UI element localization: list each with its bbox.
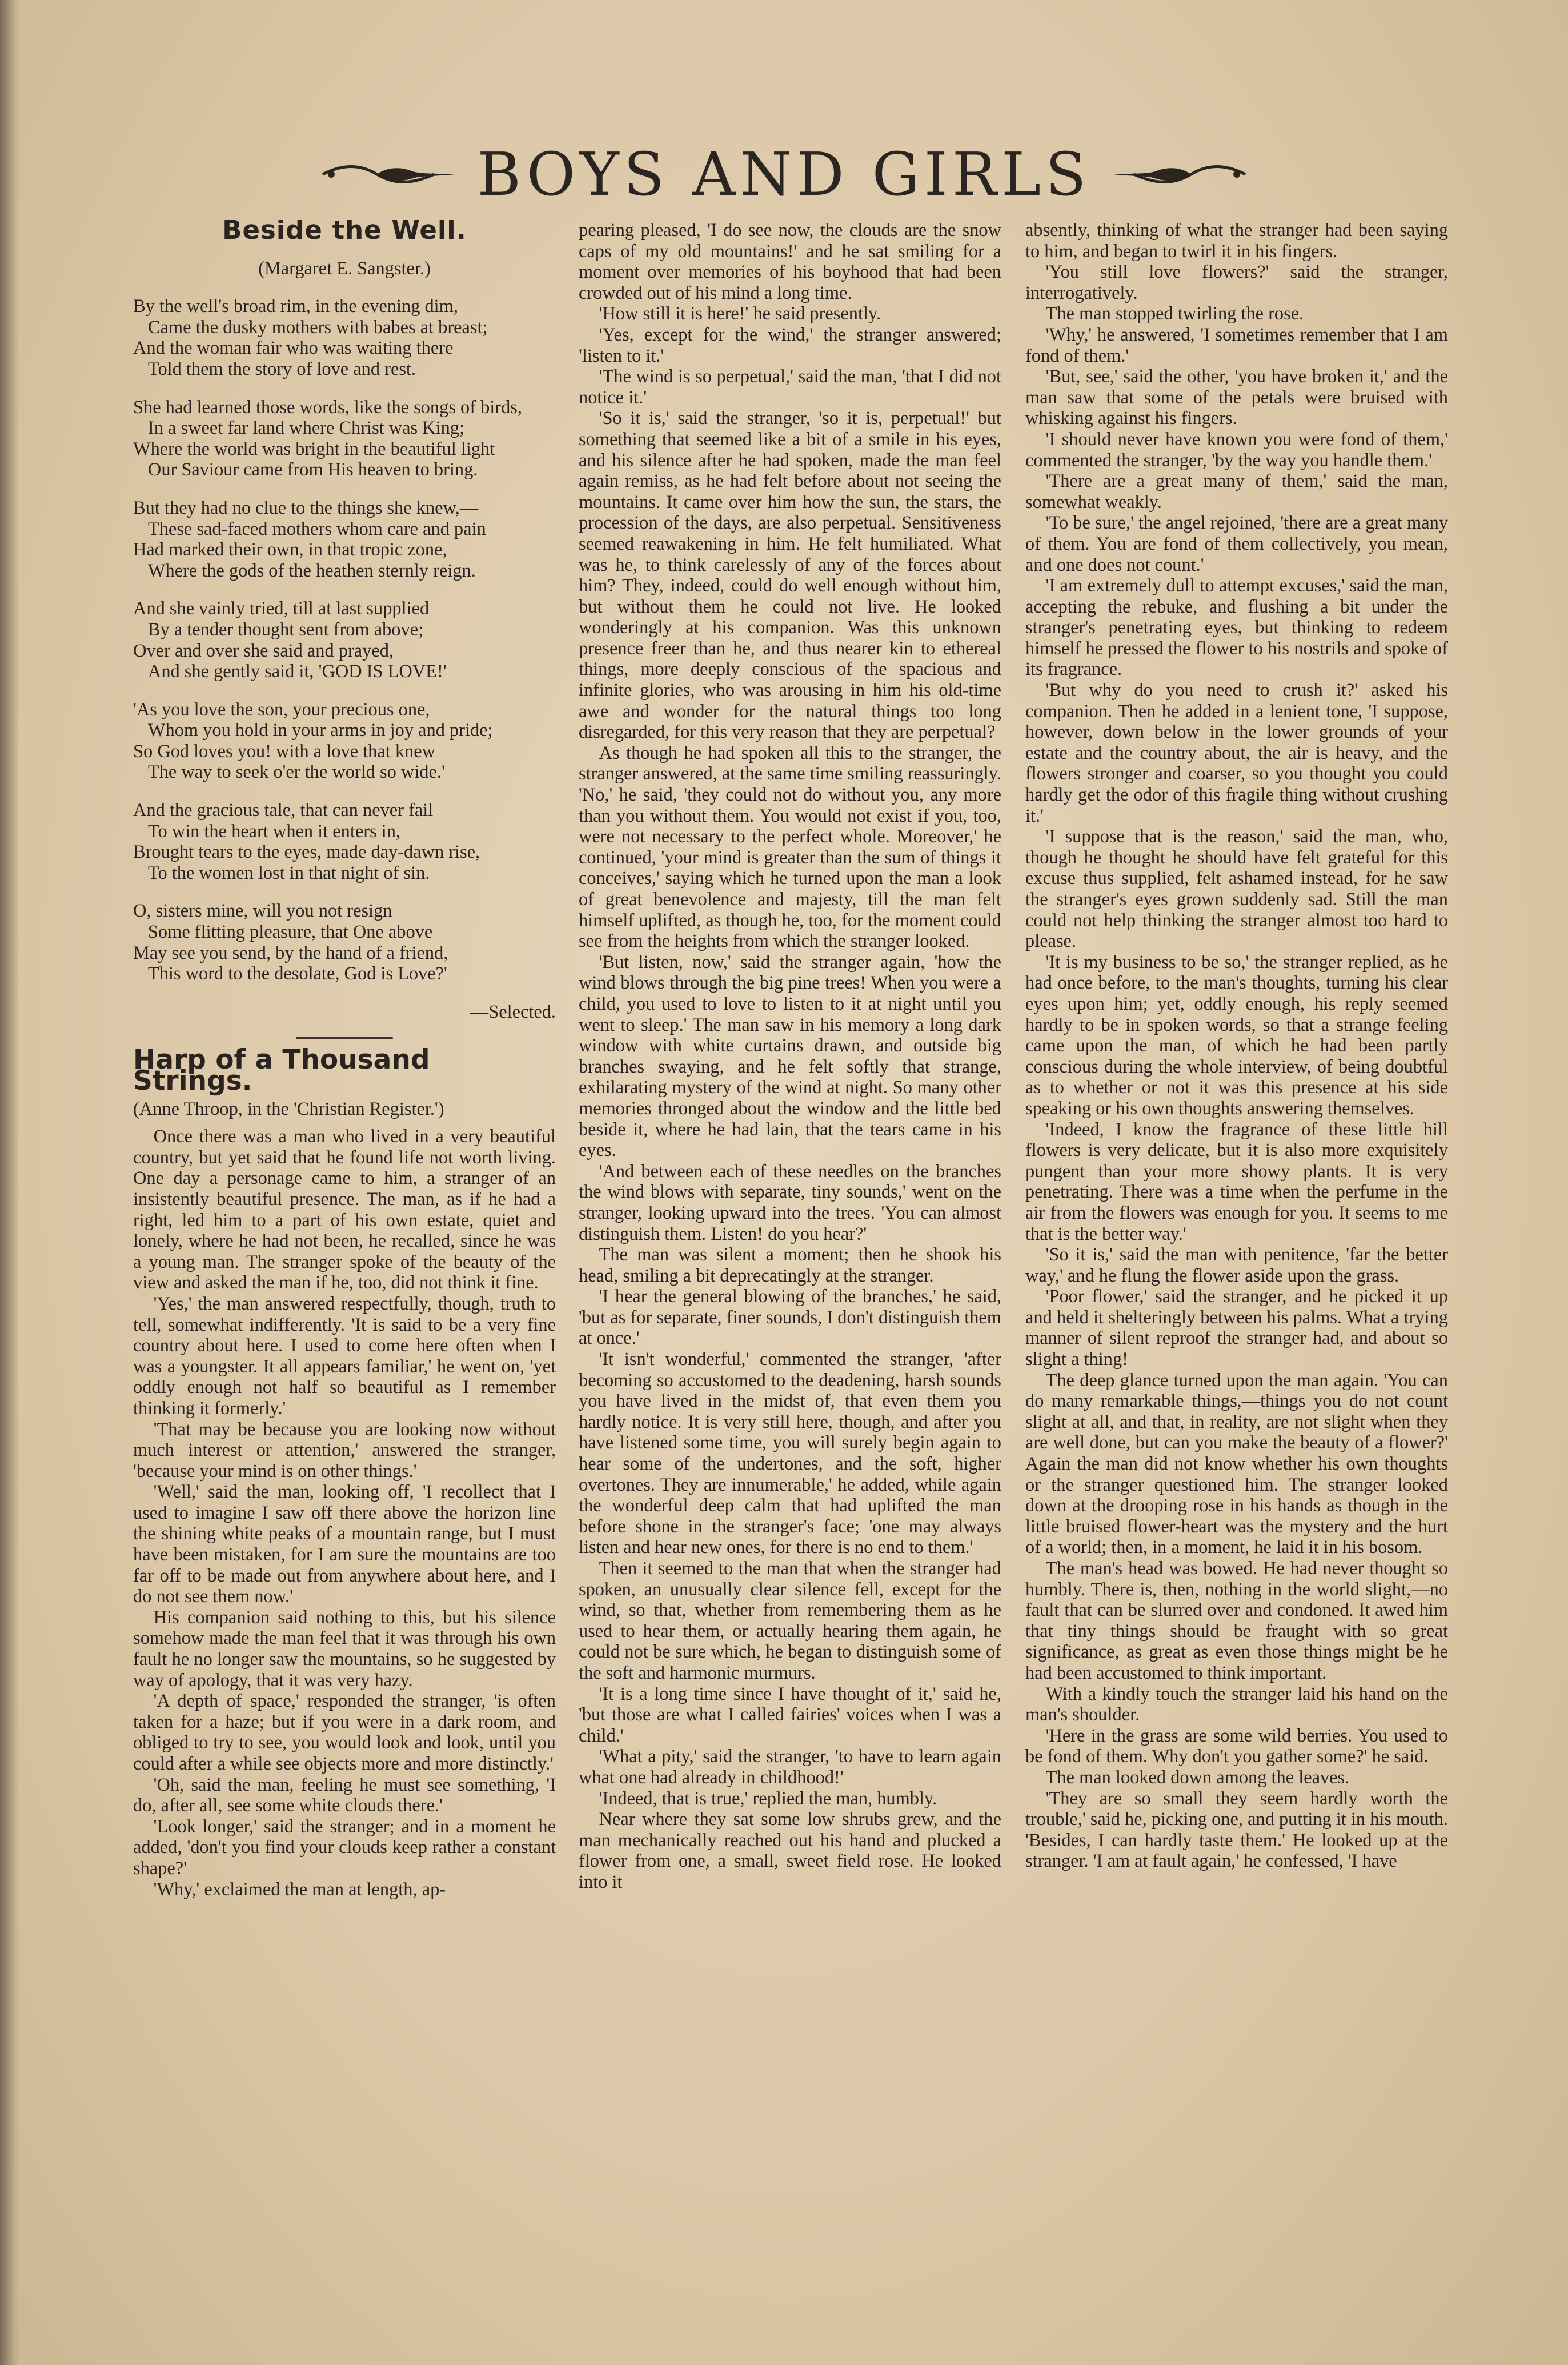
poem-line: And the woman fair who was waiting there <box>133 338 454 359</box>
poem-line: In a sweet far land where Christ was King; <box>147 418 464 439</box>
right-ornament-icon <box>1111 157 1248 191</box>
story-paragraph: 'The wind is so perpetual,' said the man, 'that I did not notice it.' <box>579 366 1001 408</box>
poem-stanza <box>133 498 556 581</box>
poem-byline: (Margaret E. Sangster.) <box>258 258 431 279</box>
story-paragraph: 'But why do you need to crush it?' asked his companion. Then he added in a lenient tone, 'I suppose, however, down below in the lower grounds of your estate and the country about, the air is heavy, and the flowers stronger and coarser, so you thought you could hardly get the odor of this fragile thing without crushing it.' <box>1025 680 1448 826</box>
poem-line: So God loves you! with a love that knew <box>133 741 435 762</box>
poem-stanza <box>133 901 556 984</box>
poem-line: Had marked their own, in that tropic zone, <box>133 539 447 561</box>
story-paragraph: pearing pleased, 'I do see now, the clouds are the snow caps of my old mountains!' and he sat smiling for a moment over memories of his boyhood that had been crowded out of his mind a long time. <box>579 220 1001 303</box>
column-2 <box>579 220 1001 2334</box>
story-byline: (Anne Throop, in the 'Christian Register.') <box>133 1098 444 1119</box>
poem-line: Brought tears to the eyes, made day-dawn rise, <box>133 842 480 863</box>
story-paragraph: 'You still love flowers?' said the stranger, interrogatively. <box>1025 262 1448 303</box>
story-paragraph: 'I hear the general blowing of the branches,' he said, 'but as for separate, finer sounds, I don't distinguish them at once.' <box>579 1286 1001 1349</box>
story-paragraph: The man looked down among the leaves. <box>1045 1767 1350 1788</box>
poem-stanza <box>133 800 556 883</box>
story-paragraph: 'I should never have known you were fond of them,' commented the stranger, 'by the way you handle them.' <box>1025 429 1448 471</box>
story-paragraph: 'Well,' said the man, looking off, 'I recollect that I used to imagine I saw off there above the horizon line the shining white peaks of a mountain range, but I must have been mistaken, for I am sure the mountains are too far off to be made out from anywhere about here, and I do not see them now.' <box>133 1482 556 1607</box>
story-paragraph: 'Oh, said the man, feeling he must see something, 'I do, after all, see some white clouds there.' <box>133 1774 556 1816</box>
poem-line: To the women lost in that night of sin. <box>147 862 430 883</box>
story-paragraph: 'I suppose that is the reason,' said the man, who, though he thought he should have felt grateful for this excuse thus supplied, felt ashamed instead, for he saw the stranger's eyes grown suddenly sad. Still the man could not help thinking the stranger almost too hard to please. <box>1025 826 1448 952</box>
poem-line: Where the world was bright in the beautiful light <box>133 438 495 459</box>
poem-line: This word to the desolate, God is Love?' <box>147 963 447 985</box>
poem-line: Came the dusky mothers with babes at breast; <box>147 317 488 338</box>
poem-line: Our Saviour came from His heaven to bring. <box>147 459 478 481</box>
poem-line: And she gently said it, 'GOD IS LOVE!' <box>147 661 447 682</box>
story-paragraph: 'But, see,' said the other, 'you have broken it,' and the man saw that some of the petals were bruised with whisking against his fingers. <box>1025 366 1448 429</box>
poem-line: But they had no clue to the things she knew,— <box>133 497 479 518</box>
poem-line: To win the heart when it enters in, <box>147 821 401 842</box>
story-paragraph: 'There are a great many of them,' said the man, somewhat weakly. <box>1025 471 1448 513</box>
poem-line: These sad-faced mothers whom care and pain <box>147 518 486 539</box>
story-paragraph: Then it seemed to the man that when the stranger had spoken, an unusually clear silence fell, except for the wind, so that, whether from remembering them as he used to hear them, or actually hearing them again, he could not be sure which, he began to distinguish some of the soft and harmonic murmurs. <box>579 1558 1001 1683</box>
poem-line: She had learned those words, like the songs of birds, <box>133 397 522 418</box>
story-paragraph: 'So it is,' said the stranger, 'so it is, perpetual!' but something that seemed like a bit of a smile in his eyes, and his silence after he had spoken, made the man feel again remiss, as he had felt before about not seeing the mountains. It came over him how the sun, the stars, the procession of the days, are also perpetual. Sensitiveness seemed reawakening in him. He felt humiliated. What was he, to think carelessly of any of the forces about him? They, indeed, could do well enough without him, but without them he could not live. He looked wonderingly at his companion. Was this unknown presence freer than he, and thus nearer kin to ethereal things, more deeply conscious of the spacious and infinite glories, who was arousing in him his old-time awe and wonder for the natural things too long disregarded, for this very reason that they are perpetual? <box>579 408 1001 743</box>
poem-line: And the gracious tale, that can never fail <box>133 800 434 821</box>
story-paragraph: 'A depth of space,' responded the stranger, 'is often taken for a haze; but if you were in a dark room, and obliged to try to see, you would look and look, until you could after a while see objects more and more distinctly.' <box>133 1691 556 1774</box>
story-paragraph: 'What a pity,' said the stranger, 'to have to learn again what one had already in childhood!' <box>579 1746 1001 1788</box>
story-paragraph: absently, thinking of what the stranger had been saying to him, and began to twirl it in his fingers. <box>1025 220 1448 262</box>
poem-line: 'As you love the son, your precious one, <box>133 699 430 720</box>
poem-stanza <box>133 296 556 379</box>
poem-line: By the well's broad rim, in the evening dim, <box>133 296 458 317</box>
story-paragraph: 'It is my business to be so,' the stranger replied, as he had once before, to the man's thoughts, turning his clear eyes upon him; yet, oddly enough, his reply seemed hardly to be in spoken words, so that a strange feeling came upon the man, of which he had been partly conscious during the whole interview, of being doubtful as to whether or not it was this presence at his side speaking or his own thoughts answering themselves. <box>1025 951 1448 1119</box>
poem-attribution: —Selected. <box>470 1001 556 1022</box>
story-paragraph: The man was silent a moment; then he shook his head, smiling a bit deprecatingly at the stranger. <box>579 1244 1001 1286</box>
poem-title: Beside the Well. <box>222 220 467 245</box>
poem-line: Where the gods of the heathen sternly reign. <box>147 560 476 581</box>
story-column-2-text <box>579 220 1001 1893</box>
story-paragraph: 'Why,' exclaimed the man at length, ap- <box>153 1879 446 1900</box>
story-paragraph: The deep glance turned upon the man again. 'You can do many remarkable things,—things you do not count slight at all, and that, in reality, are not slight when they are well done, but can you make the beauty of a flower?' Again the man did not know whether his own thoughts or the stranger questioned him. The stranger looked down at the drooping rose in his hands as though in the little bruised flower-heart was the mystery and the hurt of a world; then, in a moment, he laid it in his bosom. <box>1025 1370 1448 1558</box>
story-paragraph: With a kindly touch the stranger laid his hand on the man's shoulder. <box>1025 1683 1448 1726</box>
poem-line: By a tender thought sent from above; <box>147 619 424 640</box>
story-paragraph: As though he had spoken all this to the stranger, the stranger answered, at the same time smiling reassuringly. 'No,' he said, 'they could not do without you, any more than you without them. You would not exist if you, too, were not necessary to the perfect whole. Moreover,' he continued, 'your mind is greater than the sum of things it conceives,' saying which he turned upon the man a look of great benevolence and majesty, till the man felt himself uplifted, as though he, too, for the moment could see from the heights from which the stranger looked. <box>579 742 1001 952</box>
masthead <box>0 140 1568 209</box>
poem-line: Whom you hold in your arms in joy and pride; <box>147 720 493 741</box>
story-column-1-text <box>133 1126 556 1900</box>
story-paragraph: 'Look longer,' said the stranger; and in a moment he added, 'don't you find your clouds keep rather a constant shape?' <box>133 1816 556 1879</box>
story-paragraph: 'Yes,' the man answered respectfully, though, truth to tell, somewhat indifferently. 'It is said to be a very fine country about here. I used to come here often when I was a youngster. It all appears familiar,' he went on, 'yet oddly enough not half so beautiful as I remember thinking it formerly.' <box>133 1293 556 1419</box>
story-paragraph: 'But listen, now,' said the stranger again, 'how the wind blows through the big pine trees! When you were a child, you used to love to listen to it at night until you went to sleep.' The man saw in his memory a long dark window with white curtains drawn, and outside big branches swaying, and he felt softly that strange, exhilarating mystery of the wind at night. So many other memories thronged about the window and the little bed beside it, where he had lain, that the tears came in his eyes. <box>579 951 1001 1161</box>
page-edge-shadow <box>0 0 19 2365</box>
story-paragraph: Near where they sat some low shrubs grew, and the man mechanically reached out his hand and plucked a flower from one, a small, sweet field rose. He looked into it <box>579 1809 1001 1892</box>
poem-line: Told them the story of love and rest. <box>147 358 416 379</box>
story-paragraph: 'Indeed, that is true,' replied the man, humbly. <box>599 1788 937 1809</box>
column-3 <box>1025 220 1448 2334</box>
story-paragraph: 'That may be because you are looking now without much interest or attention,' answered the stranger, 'because your mind is on other things.' <box>133 1419 556 1482</box>
masthead-title: BOYS AND GIRLS <box>477 139 1091 209</box>
story-paragraph: 'To be sure,' the angel rejoined, 'there are a great many of them. You are fond of them collectively, you mean, and one does not count.' <box>1025 513 1448 575</box>
poem-line: Over and over she said and prayed, <box>133 640 394 661</box>
story-paragraph: 'How still it is here!' he said presently. <box>599 303 881 325</box>
poem-line: And she vainly tried, till at last supplied <box>133 598 430 619</box>
story-paragraph: Once there was a man who lived in a very beautiful country, but yet said that he found life not worth living. One day a personage came to him, a stranger of an insistently beautiful presence. The man, as if he had a right, led him to a part of his own estate, quiet and lonely, where he had not been, he recalled, since he was a young man. The stranger spoke of the beauty of the view and asked the man if he, too, did not think it fine. <box>133 1126 556 1294</box>
column-1 <box>133 220 556 2334</box>
poem-stanza <box>133 598 556 682</box>
story-paragraph: 'Yes, except for the wind,' the stranger answered; 'listen to it.' <box>579 324 1001 366</box>
poem-line: Some flitting pleasure, that One above <box>147 922 433 943</box>
section-divider <box>296 1037 393 1039</box>
story-paragraph: 'Here in the grass are some wild berries. You used to be fond of them. Why don't you gather some?' he said. <box>1025 1725 1448 1767</box>
poem-line: O, sisters mine, will you not resign <box>133 901 392 922</box>
story-title: Harp of a Thousand Strings. <box>133 1044 430 1097</box>
poem-body <box>133 296 556 985</box>
story-paragraph: His companion said nothing to this, but his silence somehow made the man feel that it was through his own fault he no longer saw the mountains, so he suggested by way of apology, that it was very hazy. <box>133 1607 556 1691</box>
poem-line: May see you send, by the hand of a friend, <box>133 942 448 963</box>
story-paragraph: 'They are so small they seem hardly worth the trouble,' said he, picking one, and putting it in his mouth. 'Besides, I can hardly taste them.' He looked up at the stranger. 'I am at fault again,' he confessed, 'I have <box>1025 1788 1448 1872</box>
story-paragraph: 'I am extremely dull to attempt excuses,' said the man, accepting the rebuke, and flushing a bit under the stranger's penetrating eyes, but thinking to redeem himself he pressed the flower to his nostrils and spoke of its fragrance. <box>1025 575 1448 680</box>
story-paragraph: 'Poor flower,' said the stranger, and he picked it up and held it shelteringly between his palms. What a trying manner of silent reproof the stranger had, and about so slight a thing! <box>1025 1286 1448 1370</box>
story-paragraph: The man stopped twirling the rose. <box>1045 303 1304 325</box>
story-paragraph: 'It is a long time since I have thought of it,' said he, 'but those are what I called fairies' voices when I was a child.' <box>579 1683 1001 1746</box>
poem-line: The way to seek o'er the world so wide.' <box>147 762 445 783</box>
left-ornament-icon <box>320 157 457 191</box>
story-column-3-text <box>1025 220 1448 1872</box>
story-paragraph: The man's head was bowed. He had never thought so humbly. There is, then, nothing in the world slight,—no fault that can be slurred over and condoned. It awed him that tiny things should be fraught with so great significance, as great as even those things might be he had been accustomed to think important. <box>1025 1558 1448 1683</box>
story-paragraph: 'Indeed, I know the fragrance of these little hill flowers is very delicate, but it is also more exquisitely pungent than your more showy plants. It is very penetrating. There was a time when the perfume in the air from the flowers was enough for you. It seems to me that is the better way.' <box>1025 1119 1448 1244</box>
story-paragraph: 'It isn't wonderful,' commented the stranger, 'after becoming so accustomed to the deadening, harsh sounds you have lived in the midst of, that even them you hardly notice. It is very still here, though, and after you have listened some time, you will surely begin again to hear some of the undertones, and the soft, higher overtones. They are innumerable,' he added, while again the wonderful deep calm that had uplifted the man before shone in the stranger's face; 'one may always listen and hear new ones, for there is no end to them.' <box>579 1349 1001 1558</box>
story-paragraph: 'And between each of these needles on the branches the wind blows with separate, tiny sounds,' went on the stranger, looking upward into the trees. 'You can almost distinguish them. Listen! do you hear?' <box>579 1161 1001 1244</box>
story-paragraph: 'So it is,' said the man with penitence, 'far the better way,' and he flung the flower aside upon the grass. <box>1025 1244 1448 1286</box>
poem-stanza <box>133 699 556 783</box>
story-paragraph: 'Why,' he answered, 'I sometimes remember that I am fond of them.' <box>1025 324 1448 366</box>
poem-stanza <box>133 397 556 481</box>
